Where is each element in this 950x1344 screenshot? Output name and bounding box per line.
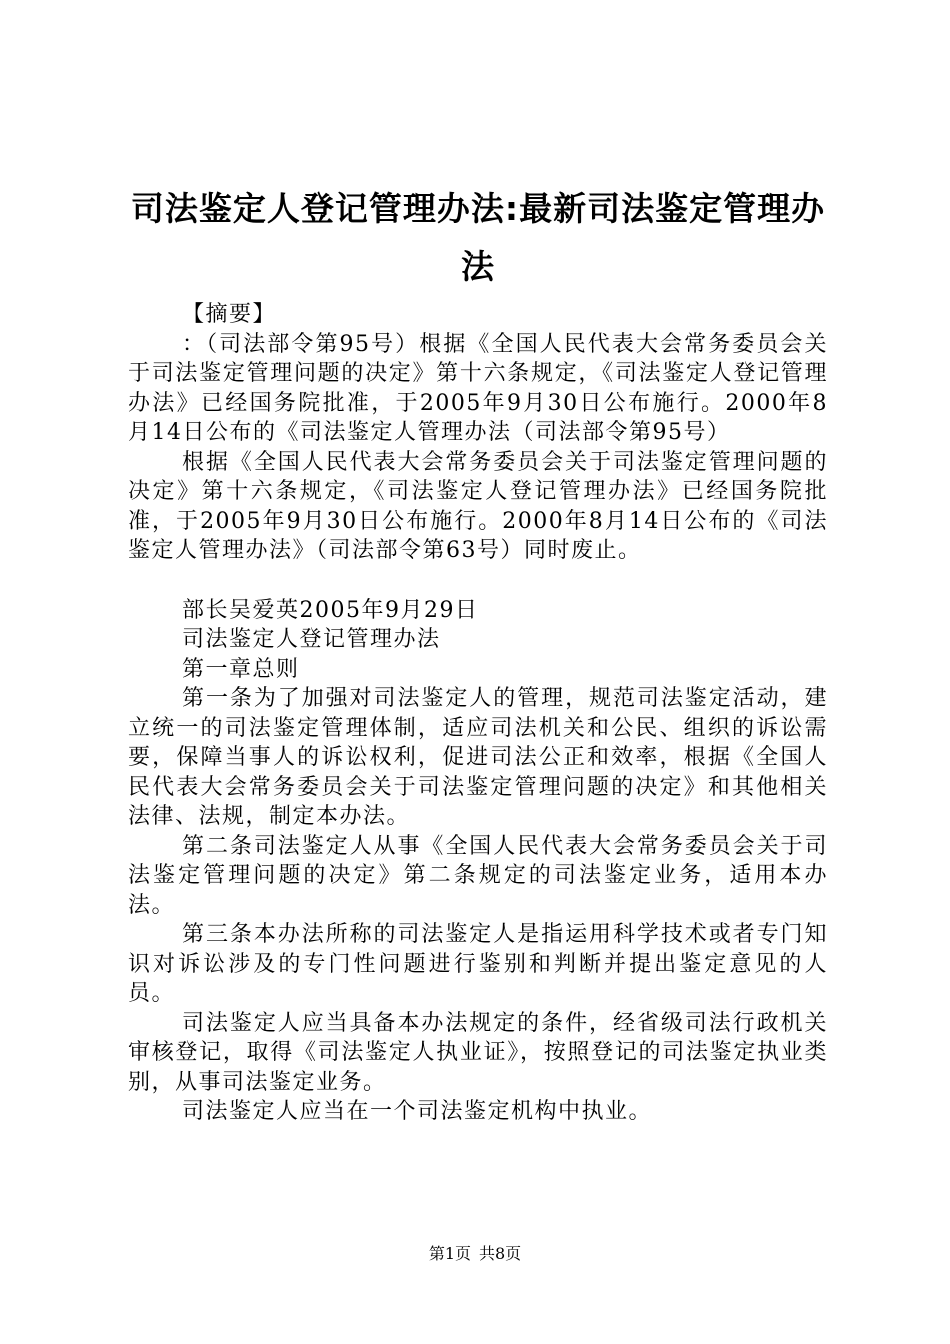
signature-line: 部长吴爱英2005年9月29日 <box>182 597 479 623</box>
page-number: 第1页 <box>428 1244 471 1263</box>
article-3-paragraph-2: 司法鉴定人应当具备本办法规定的条件，经省级司法行政机关审核登记，取得《司法鉴定人执业证》，按照登记的司法鉴定执业类别，从事司法鉴定业务。 <box>128 1010 828 1095</box>
article-2: 第二条司法鉴定人从事《全国人民代表大会常务委员会关于司法鉴定管理问题的决定》第二条规定的司法鉴定业务，适用本办法。 <box>128 833 828 918</box>
article-3-paragraph-3: 司法鉴定人应当在一个司法鉴定机构中执业。 <box>182 1099 653 1124</box>
paragraph-gap <box>128 566 828 596</box>
document-body <box>128 300 828 1127</box>
chapter-heading: 第一章总则 <box>182 656 300 682</box>
abstract-label: 【摘要】 <box>182 302 277 327</box>
page-footer <box>0 1244 950 1264</box>
page-total: 共8页 <box>479 1244 522 1263</box>
preamble-paragraph: 根据《全国人民代表大会常务委员会关于司法鉴定管理问题的决定》第十六条规定，《司法鉴定人登记管理办法》已经国务院批准，于2005年9月30日公布施行。2000年8月14日公布的《司法鉴定人管理办法》（司法部令第63号）同时废止。 <box>128 449 828 563</box>
regulation-name: 司法鉴定人登记管理办法 <box>182 627 441 652</box>
abstract-paragraph: ：（司法部令第95号）根据《全国人民代表大会常务委员会关于司法鉴定管理问题的决定》第十六条规定，《司法鉴定人登记管理办法》已经国务院批准，于2005年9月30日公布施行。2000年8月14日公布的《司法鉴定人管理办法（司法部令第95号） <box>128 331 828 445</box>
article-3: 第三条本办法所称的司法鉴定人是指运用科学技术或者专门知识对诉讼涉及的专门性问题进行鉴别和判断并提出鉴定意见的人员。 <box>128 922 828 1006</box>
article-1: 第一条为了加强对司法鉴定人的管理，规范司法鉴定活动，建立统一的司法鉴定管理体制，适应司法机关和公民、组织的诉讼需要，保障当事人的诉讼权利，促进司法公正和效率，根据《全国人民代表大会常务委员会关于司法鉴定管理问题的决定》和其他相关法律、法规，制定本办法。 <box>128 686 828 829</box>
document-title: 司法鉴定人登记管理办法:最新司法鉴定管理办法 <box>130 189 826 286</box>
